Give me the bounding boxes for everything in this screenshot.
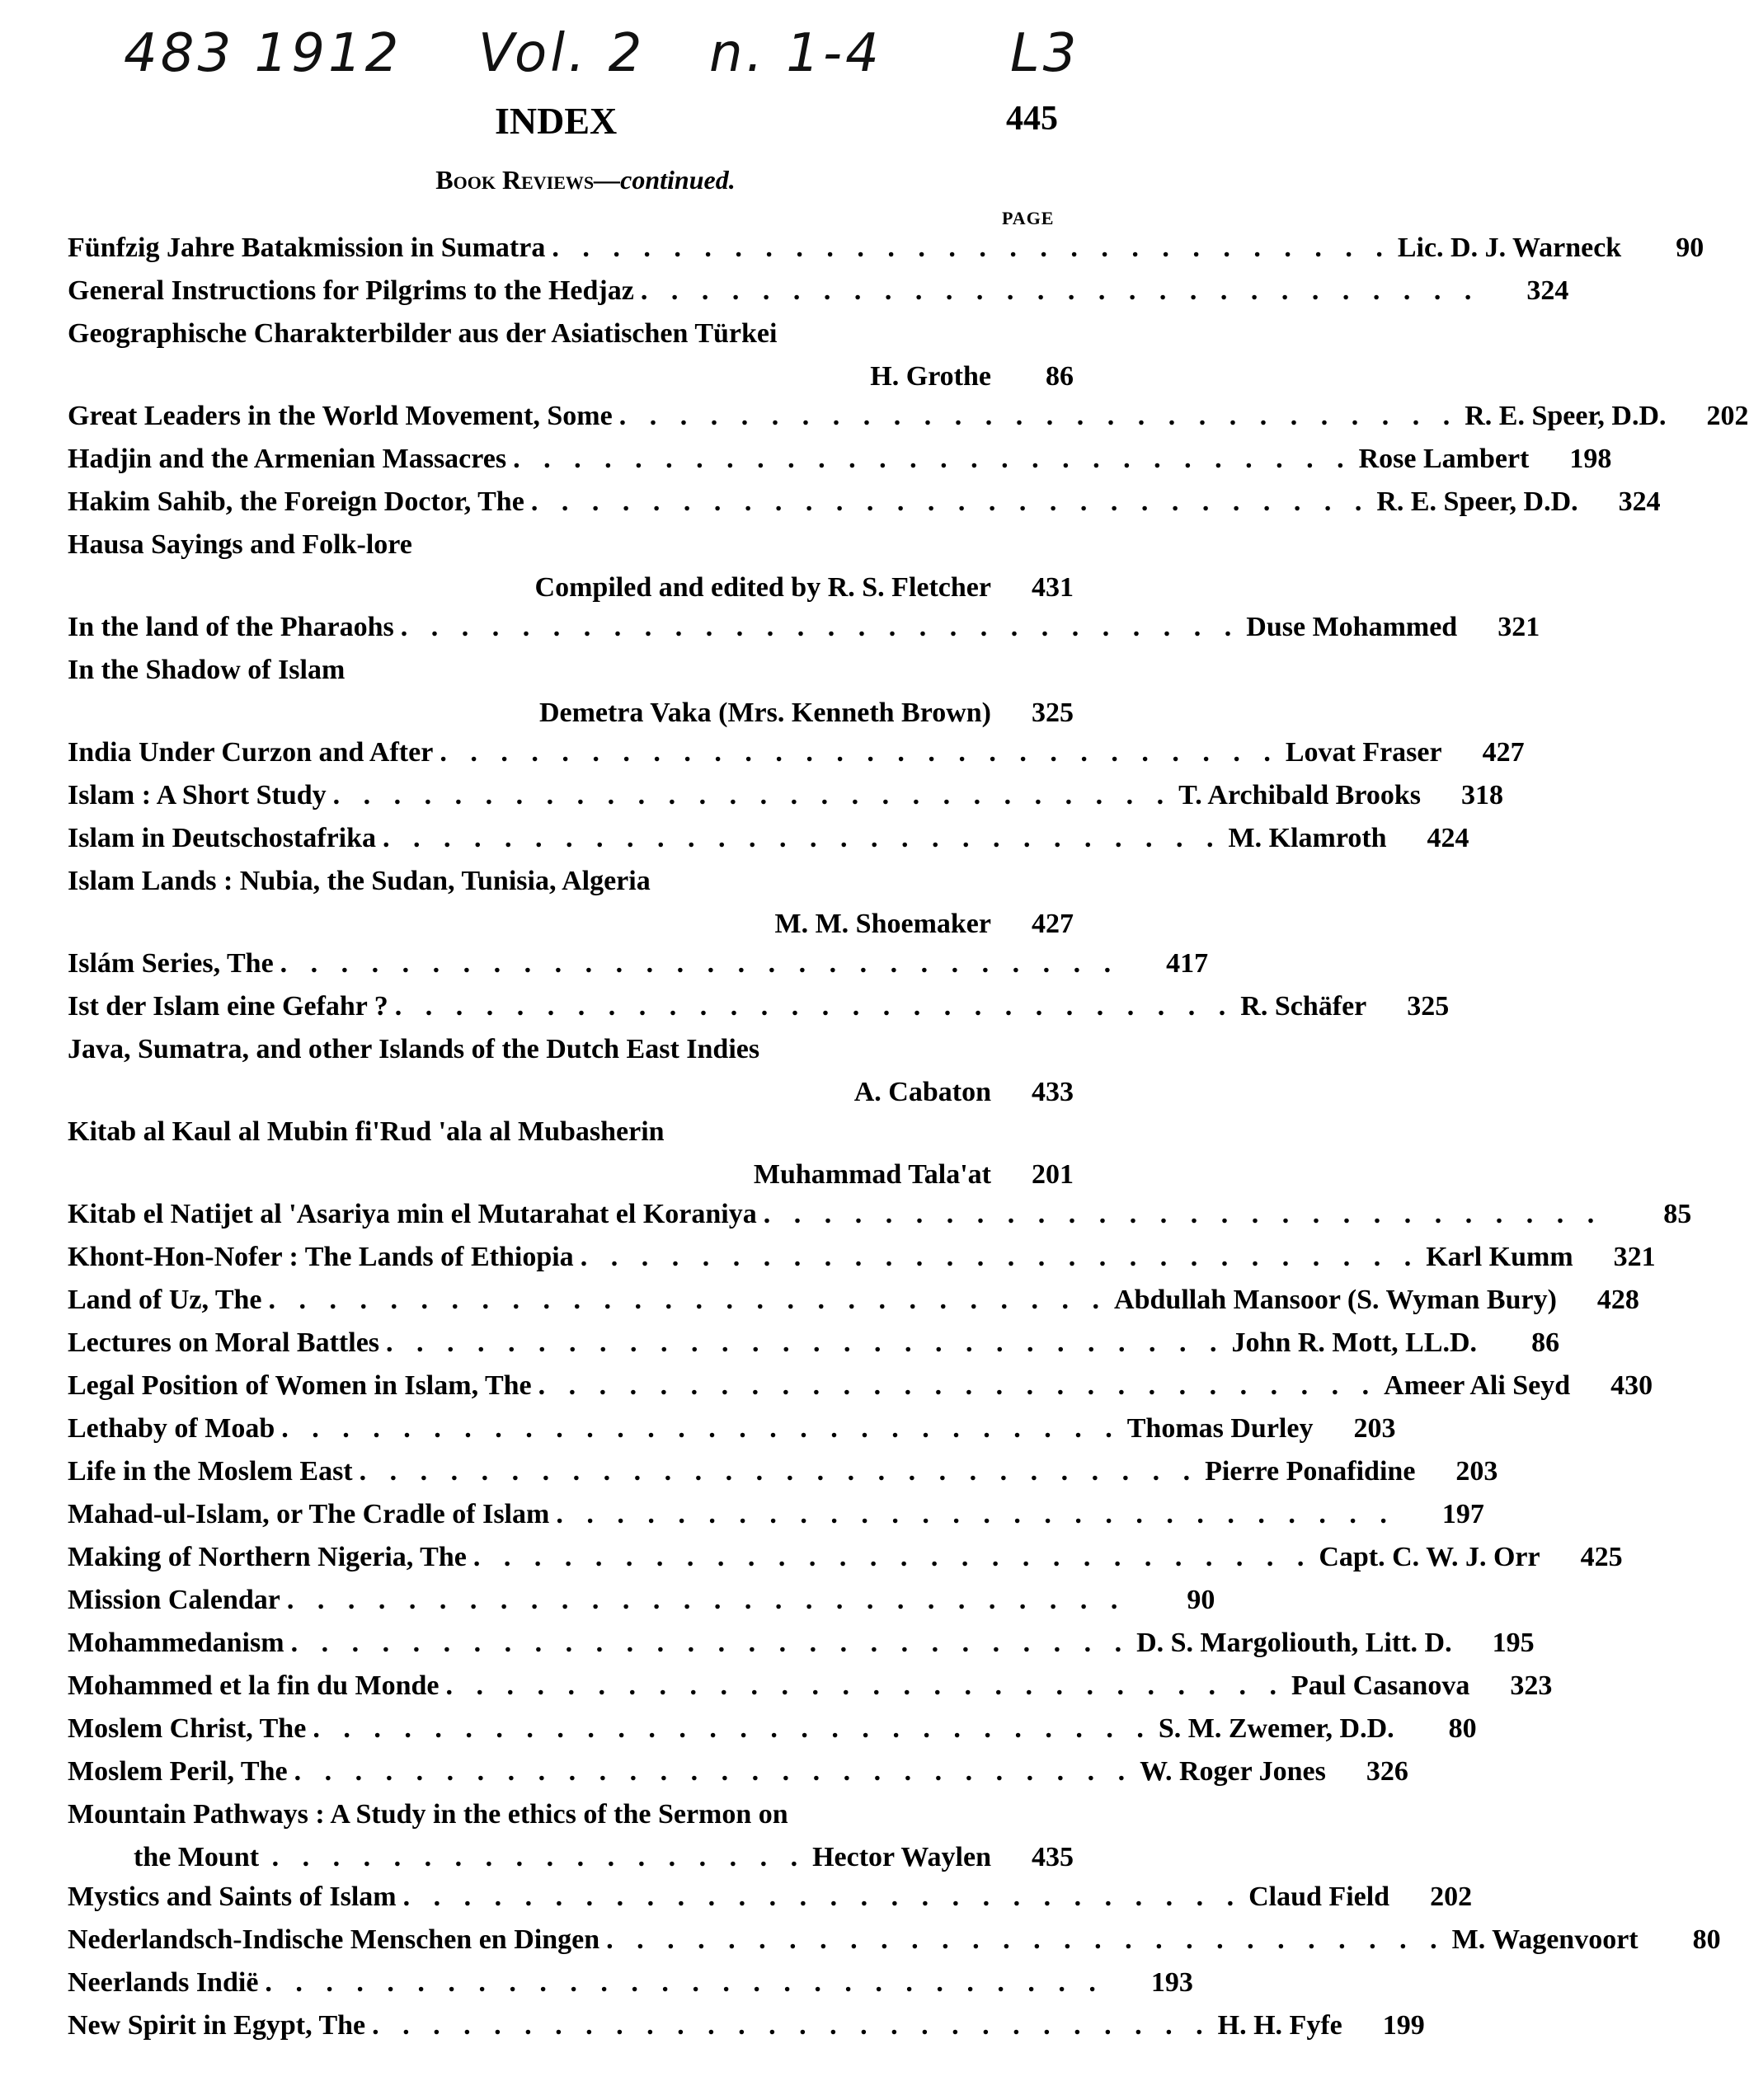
- entry-title: Islam : A Short Study: [68, 780, 327, 810]
- page-column-label: PAGE: [1002, 208, 1055, 228]
- entry-page-number: 85: [1663, 1199, 1692, 1229]
- index-entry-row: [68, 780, 1503, 823]
- entry-title-continuation: the Mount: [134, 1842, 260, 1872]
- entry-page-number: 86: [1046, 361, 1074, 392]
- index-entry-continuation-row: [68, 698, 1074, 737]
- index-entry-continuation-row: [68, 909, 1074, 948]
- leader-dots: . . . . . . . . . . . . . . . . . . . . . . . . . . . .: [280, 948, 1120, 979]
- entry-page-number: 201: [1032, 1159, 1074, 1190]
- index-entry-row: [68, 1370, 1653, 1413]
- index-entry-row: [68, 1413, 1396, 1456]
- entry-author: Lic. D. J. Warneck: [1397, 233, 1622, 263]
- entry-page-number: 318: [1460, 780, 1503, 810]
- index-entry-row: [68, 655, 1074, 698]
- entry-author: Lovat Fraser: [1285, 737, 1442, 768]
- entry-title: Life in the Moslem East: [68, 1456, 353, 1487]
- index-entry-row: [68, 1242, 1656, 1285]
- entry-page-number: 417: [1166, 948, 1209, 979]
- leader-dots: . . . . . . . . . . . . . . . . . . . . . . . . . . . .: [580, 1242, 1420, 1272]
- index-entry-row: [68, 823, 1469, 866]
- entry-author: Rose Lambert: [1358, 444, 1530, 474]
- entry-title: Islam in Deutschostafrika: [68, 823, 377, 853]
- index-entry-row: [68, 318, 1074, 361]
- page-title: INDEX: [495, 100, 618, 142]
- entry-author: R. Schäfer: [1240, 991, 1367, 1022]
- index-entry-row: [68, 1882, 1473, 1924]
- entry-title: Lectures on Moral Battles: [68, 1327, 380, 1358]
- leader-dots: . . . . . . . . . . . . . . . . . . . . . . . . . . . .: [556, 1499, 1395, 1529]
- entry-title: Mahad-ul-Islam, or The Cradle of Islam: [68, 1499, 550, 1529]
- leader-dots: . . . . . . . . . . . . . . . . . . . . . . . . . . . .: [332, 780, 1173, 810]
- entry-title: Nederlandsch-Indische Menschen en Dingen: [68, 1924, 600, 1955]
- entry-page-number: 323: [1510, 1670, 1553, 1701]
- handwritten-catalog-number: 483 1912: [124, 23, 402, 84]
- index-entry-row: [68, 1456, 1498, 1499]
- index-entry-row: [68, 1285, 1639, 1327]
- entry-page-number: 203: [1455, 1456, 1498, 1487]
- index-entry-row: [68, 486, 1661, 529]
- entry-author: Karl Kumm: [1426, 1242, 1573, 1272]
- leader-dots: . . . . . . . . . . . . . . . . . . . . . . . . . . . .: [394, 991, 1234, 1022]
- entry-author: H. H. Fyfe: [1217, 2010, 1342, 2041]
- entry-page-number: 325: [1032, 698, 1074, 728]
- entry-author: Thomas Durley: [1126, 1413, 1314, 1444]
- entry-author: Ameer Ali Seyd: [1384, 1370, 1571, 1401]
- entry-page-number: 321: [1613, 1242, 1656, 1272]
- entry-author: M. M. Shoemaker: [774, 909, 991, 939]
- leader-dots: . . . . . . . . . . . . . . . . . . . . . . . . . . . .: [290, 1628, 1131, 1658]
- entry-page-number: 430: [1610, 1370, 1653, 1401]
- handwritten-shelf-mark: L3: [1010, 23, 1080, 84]
- entry-page-number: 425: [1580, 1542, 1623, 1572]
- page-number: 445: [1006, 100, 1058, 138]
- entry-title: Hausa Sayings and Folk-lore: [68, 529, 412, 560]
- entry-page-number: 199: [1382, 2010, 1425, 2041]
- entry-page-number: 198: [1569, 444, 1612, 474]
- entry-title: Mission Calendar: [68, 1585, 280, 1615]
- leader-dots: . . . . . . . . . . . . . . . . . . . . . . . . . . . .: [640, 275, 1480, 306]
- entry-title: Kitab el Natijet al 'Asariya min el Mutarahat el Koraniya: [68, 1199, 757, 1229]
- leader-dots: . . . . . . . . . . . . . . . . . . . . . . . . . . . .: [386, 1327, 1225, 1358]
- entry-page-number: 326: [1366, 1756, 1408, 1787]
- entry-page-number: 195: [1492, 1628, 1535, 1658]
- entry-title: In the land of the Pharaohs: [68, 612, 394, 642]
- entry-author: M. Klamroth: [1228, 823, 1387, 853]
- index-entry-continuation-row: [68, 1077, 1074, 1116]
- entry-page-number: 86: [1531, 1327, 1560, 1358]
- entry-author: Duse Mohammed: [1246, 612, 1458, 642]
- entry-author: D. S. Margoliouth, Litt. D.: [1136, 1628, 1452, 1658]
- entry-author: Hector Waylen: [812, 1842, 991, 1872]
- index-entry-continuation-row: [68, 572, 1074, 612]
- entry-title: Hakim Sahib, the Foreign Doctor, The: [68, 486, 524, 517]
- entry-title: General Instructions for Pilgrims to the Hedjaz: [68, 275, 634, 306]
- leader-dots: . . . . . . . . . . . . . . . . . . . . . . . . . . . .: [538, 1370, 1378, 1401]
- entry-page-number: 428: [1596, 1285, 1639, 1315]
- index-entry-row: [68, 1116, 1074, 1159]
- index-entry-row: [68, 991, 1450, 1034]
- entry-page-number: 324: [1618, 486, 1661, 517]
- entry-page-number: 193: [1150, 1967, 1193, 1998]
- index-entry-row: [68, 1499, 1484, 1542]
- index-entry-row: [68, 1585, 1215, 1628]
- handwritten-volume: Vol. 2: [478, 23, 646, 84]
- index-entry-row: [68, 444, 1612, 486]
- index-entry-row: [68, 612, 1540, 655]
- entry-page-number: 431: [1032, 572, 1074, 603]
- leader-dots: . . . . . . . . . . . . . . . . . . . . . . . . . . . .: [286, 1585, 1126, 1615]
- leader-dots: . . . . . . . . . . . . . . . . . . . . . . . . . . . .: [552, 233, 1391, 263]
- entry-title: Legal Position of Women in Islam, The: [68, 1370, 532, 1401]
- index-entry-row: [68, 1542, 1623, 1585]
- entry-title: Java, Sumatra, and other Islands of the Dutch East Indies: [68, 1034, 760, 1064]
- index-entry-row: [68, 1034, 1074, 1077]
- entry-author: Capt. C. W. J. Orr: [1319, 1542, 1540, 1572]
- entry-author: Abdullah Mansoor (S. Wyman Bury): [1114, 1285, 1557, 1315]
- entry-page-number: 90: [1187, 1585, 1215, 1615]
- entry-page-number: 90: [1676, 233, 1704, 263]
- section-continued-label: —continued.: [594, 165, 736, 195]
- entry-author: M. Wagenvoort: [1451, 1924, 1639, 1955]
- leader-dots: . . . . . . . . . . . . . . . . . . . . . . . . . . . .: [281, 1413, 1121, 1444]
- handwritten-annotation: [124, 23, 1113, 97]
- entry-title: New Spirit in Egypt, The: [68, 2010, 366, 2041]
- index-entry-row: [68, 1924, 1721, 1967]
- entry-author: T. Archibald Brooks: [1178, 780, 1421, 810]
- entry-author: A. Cabaton: [853, 1077, 991, 1107]
- index-entry-row: [68, 529, 1074, 572]
- leader-dots: . . . . . . . . . . . . . . . . . . . . . . . . . . . .: [618, 401, 1459, 431]
- entry-author: R. E. Speer, D.D.: [1465, 401, 1667, 431]
- entry-title: Mountain Pathways : A Study in the ethics of the Sermon on: [68, 1799, 788, 1830]
- index-entry-row: [68, 737, 1525, 780]
- index-entry-row: [68, 1670, 1553, 1713]
- entry-title: Islám Series, The: [68, 948, 274, 979]
- leader-dots: . . . . . . . . . . . . . . . . . . . . . . . . . . . .: [473, 1542, 1313, 1572]
- entry-title: Khont-Hon-Nofer : The Lands of Ethiopia: [68, 1242, 574, 1272]
- handwritten-issue-range: n. 1-4: [709, 23, 882, 84]
- index-entry-list: [68, 233, 1749, 2053]
- entry-title: Mystics and Saints of Islam: [68, 1882, 397, 1912]
- entry-page-number: 203: [1353, 1413, 1396, 1444]
- leader-dots: . . . . . . . . . . . . . . . . . . . . . . . . . . . .: [268, 1285, 1108, 1315]
- entry-author: W. Roger Jones: [1140, 1756, 1326, 1787]
- running-head: [0, 99, 1171, 148]
- entry-title: Fünfzig Jahre Batakmission in Sumatra: [68, 233, 546, 263]
- entry-title: Moslem Peril, The: [68, 1756, 288, 1787]
- index-entry-row: [68, 1756, 1408, 1799]
- entry-page-number: 202: [1430, 1882, 1473, 1912]
- entry-page-number: 435: [1032, 1842, 1074, 1872]
- index-entry-continuation-row: [68, 361, 1074, 401]
- entry-title: Islam Lands : Nubia, the Sudan, Tunisia, Algeria: [68, 866, 651, 896]
- index-entry-row: [68, 948, 1209, 991]
- section-heading-text: Book Reviews: [435, 165, 595, 195]
- entry-page-number: 325: [1407, 991, 1450, 1022]
- entry-page-number: 433: [1032, 1077, 1074, 1107]
- entry-title: Hadjin and the Armenian Massacres: [68, 444, 507, 474]
- entry-page-number: 197: [1441, 1499, 1484, 1529]
- entry-title: Moslem Christ, The: [68, 1713, 307, 1744]
- entry-page-number: 324: [1526, 275, 1569, 306]
- entry-author: R. E. Speer, D.D.: [1376, 486, 1578, 517]
- leader-dots: . . . . . . . . . . . . . . . . . . . . . . . . . . . .: [372, 2010, 1211, 2041]
- entry-page-number: 202: [1706, 401, 1749, 431]
- entry-author: Paul Casanova: [1291, 1670, 1470, 1701]
- entry-page-number: 80: [1692, 1924, 1721, 1955]
- leader-dots: . . . . . . . . . . . . . . . . . . . . . . . . . . . .: [763, 1199, 1603, 1229]
- entry-title: Making of Northern Nigeria, The: [68, 1542, 467, 1572]
- entry-title: Mohammed et la fin du Monde: [68, 1670, 440, 1701]
- index-entry-row: [68, 1199, 1692, 1242]
- entry-author: S. M. Zwemer, D.D.: [1158, 1713, 1394, 1744]
- entry-author: John R. Mott, LL.D.: [1231, 1327, 1478, 1358]
- entry-title: Lethaby of Moab: [68, 1413, 275, 1444]
- entry-title: Mohammedanism: [68, 1628, 284, 1658]
- index-entry-row: [68, 1799, 1074, 1842]
- entry-author: H. Grothe: [870, 361, 991, 392]
- leader-dots: . . . . . . . . . . . . . . . . . . . . . . . . . . . .: [530, 486, 1371, 517]
- entry-page-number: 427: [1482, 737, 1525, 768]
- entry-title: India Under Curzon and After: [68, 737, 434, 768]
- entry-title: Kitab al Kaul al Mubin fi'Rud 'ala al Mubasherin: [68, 1116, 665, 1147]
- entry-page-number: 424: [1427, 823, 1469, 853]
- leader-dots: . . . . . . . . . . . . . . . . . . . . . . . . . . . .: [313, 1713, 1152, 1744]
- index-entry-row: [68, 1967, 1193, 2010]
- leader-dots: . . . . . . . . . . . . . . . . . . . . . . . . . . . .: [383, 823, 1222, 853]
- leader-dots: . . . . . . . . . . . . . . . . . . . . . . . . . . . .: [606, 1924, 1446, 1955]
- entry-title: Ist der Islam eine Gefahr ?: [68, 991, 388, 1022]
- entry-page-number: 427: [1032, 909, 1074, 939]
- index-entry-row: [68, 401, 1749, 444]
- index-entry-continuation-row: [68, 1159, 1074, 1199]
- leader-dots: . . . . . . . . . . . . . . . . . . . . . . . . . . . .: [402, 1882, 1243, 1912]
- entry-author: Muhammad Tala'at: [753, 1159, 991, 1190]
- leader-dots: . . . . . . . . . . . . . . . . . . . . . . . . . . . .: [513, 444, 1352, 474]
- entry-page-number: 80: [1448, 1713, 1477, 1744]
- entry-author: Pierre Ponafidine: [1205, 1456, 1416, 1487]
- entry-title: Geographische Charakterbilder aus der Asiatischen Türkei: [68, 318, 778, 349]
- entry-title: In the Shadow of Islam: [68, 655, 346, 685]
- leader-dots: . . . . . . . . . . . . . . . . . . . . . . . . . . . .: [440, 737, 1279, 768]
- section-heading: [0, 165, 1171, 195]
- index-entry-row: [68, 233, 1704, 275]
- leader-dots: . . . . . . . . . . . . . . . . . . . . . . . . . . . .: [359, 1456, 1199, 1487]
- index-entry-continuation-row: [68, 1842, 1074, 1882]
- entry-page-number: 321: [1497, 612, 1540, 642]
- entry-title: Land of Uz, The: [68, 1285, 262, 1315]
- entry-author: Demetra Vaka (Mrs. Kenneth Brown): [538, 698, 991, 728]
- entry-title: Neerlands Indië: [68, 1967, 259, 1998]
- entry-title: Great Leaders in the World Movement, Some: [68, 401, 613, 431]
- leader-dots: . . . . . . . . . . . . . . . . . . . . . . . . . . . .: [294, 1756, 1134, 1787]
- leader-dots: . . . . . . . . . . . . . . . . . . . . . . . . . . . .: [445, 1670, 1285, 1701]
- leader-dots: . . . . . . . . . . . . . . . . . .: [271, 1842, 806, 1872]
- leader-dots: . . . . . . . . . . . . . . . . . . . . . . . . . . . .: [400, 612, 1240, 642]
- index-entry-row: [68, 1628, 1535, 1670]
- leader-dots: . . . . . . . . . . . . . . . . . . . . . . . . . . . .: [265, 1967, 1104, 1998]
- entry-author: Claud Field: [1248, 1882, 1390, 1912]
- index-entry-row: [68, 1713, 1477, 1756]
- index-entry-row: [68, 275, 1569, 318]
- index-entry-row: [68, 2010, 1425, 2053]
- entry-author: Compiled and edited by R. S. Fletcher: [534, 572, 991, 603]
- index-entry-row: [68, 866, 1074, 909]
- index-entry-row: [68, 1327, 1560, 1370]
